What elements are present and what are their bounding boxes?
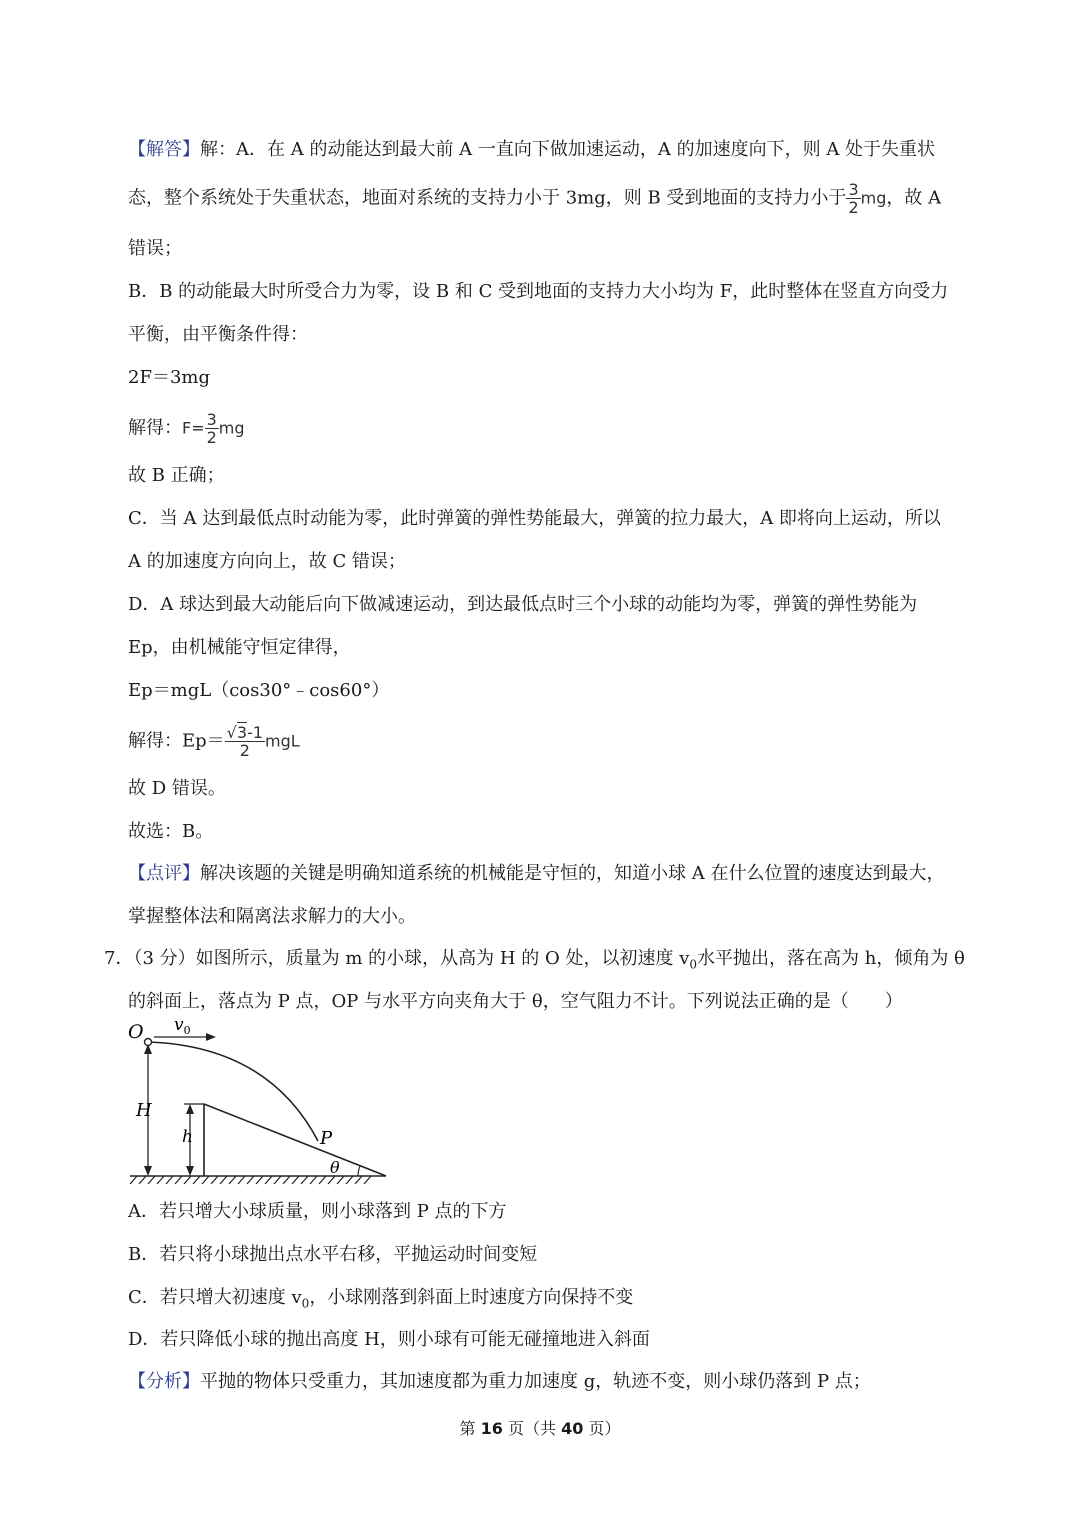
theta-arc: [358, 1166, 360, 1176]
answer-line-15: 故 D 错误。: [128, 778, 226, 799]
analysis-line-1: [128, 1369, 871, 1395]
analysis-text-1: 平抛的物体只受重力，其加速度都为重力加速度 g，轨迹不变，则小球仍落到 P 点；: [200, 1371, 871, 1392]
ball-O: [145, 1039, 152, 1046]
question-line-1: [104, 946, 965, 978]
ground-hatching: [130, 1176, 371, 1184]
answer-text-2b: ，故 A: [886, 187, 942, 209]
fraction-numerator: 3: [206, 410, 217, 429]
answer-line-9: C．当 A 达到最低点时动能为零，此时弹簧的弹性势能最大，弹簧的拉力最大，A 即将向上运动，所以: [128, 508, 941, 529]
option-C: [128, 1285, 633, 1317]
answer-line-16: 故选：B。: [128, 821, 214, 842]
label-P: P: [320, 1128, 333, 1149]
answer-line-4: B．B 的动能最大时所受合力为零，设 B 和 C 受到地面的支持力大小均为 F，此时整体在竖直方向受力: [128, 281, 949, 302]
fraction-denominator: 2: [239, 741, 250, 760]
comment-tag: 【点评】: [128, 863, 200, 884]
answer-line-2: [128, 181, 941, 216]
footer-mid: 页（共: [502, 1419, 562, 1438]
fraction-sqrt3-minus-1-over-2: [225, 724, 265, 759]
fraction-denominator: 2: [206, 428, 217, 447]
label-O: O: [128, 1021, 144, 1043]
option-B: B．若只将小球抛出点水平右移，平抛运动时间变短: [128, 1244, 538, 1265]
page-footer: [0, 1416, 1080, 1439]
incline-slope: [204, 1104, 386, 1176]
answer-line-10: A 的加速度方向向上，故 C 错误；: [128, 551, 406, 572]
H-arrow-head-bottom: [144, 1166, 152, 1176]
answer-line-7: [128, 411, 245, 446]
radicand: 3: [236, 723, 248, 742]
option-D: D．若只降低小球的抛出高度 H，则小球有可能无碰撞地进入斜面: [128, 1329, 650, 1350]
label-v-text: v: [174, 1016, 184, 1035]
label-theta: θ: [330, 1158, 340, 1177]
h-arrow-head-top: [186, 1104, 194, 1114]
answer-line-11: D．A 球达到最大动能后向下做减速运动，到达最低点时三个小球的动能均为零，弹簧的弹性势能为: [128, 594, 918, 615]
fraction-three-halves: [846, 181, 860, 216]
fraction-numerator: [225, 724, 265, 742]
answer-line-13: Ep＝mgL（cos30°﹣cos60°）: [128, 680, 390, 701]
answer-tag: 【解答】: [128, 139, 200, 160]
velocity-arrow-head: [206, 1033, 216, 1041]
footer-pre: 第: [459, 1419, 481, 1438]
label-h: h: [182, 1127, 193, 1147]
question-text-1b: 水平抛出，落在高为 h，倾角为 θ: [697, 948, 965, 969]
label-v: [174, 1016, 191, 1037]
answer-line-5: 平衡，由平衡条件得：: [128, 324, 308, 345]
h-arrow-head-bottom: [186, 1166, 194, 1176]
fraction-unit: mg: [218, 418, 245, 438]
option-C-text-b: ，小球刚落到斜面上时速度方向保持不变: [309, 1287, 634, 1308]
option-C-text-a: C．若只增大初速度 v: [128, 1287, 302, 1308]
answer-line-1: [128, 137, 935, 163]
answer-text-14: 解得：Ep＝: [128, 730, 225, 752]
fraction-unit: mg: [860, 188, 887, 208]
question-text-1a: 7．（3 分）如图所示，质量为 m 的小球，从高为 H 的 O 处，以初速度 v: [104, 948, 690, 969]
answer-text-7: 解得：: [128, 417, 182, 439]
subscript-zero: 0: [301, 1296, 310, 1311]
answer-line-3: 错误；: [128, 238, 182, 259]
numerator-rest: -1: [247, 723, 264, 742]
fraction-denominator: 2: [848, 198, 859, 217]
answer-line-6: 2F＝3mg: [128, 367, 210, 388]
fraction-three-halves-2: [205, 411, 219, 446]
question-line-2: 的斜面上，落点为 P 点，OP 与水平方向夹角大于 θ，空气阻力不计。下列说法正确的是（ ）: [128, 991, 903, 1012]
projectile-figure: [118, 1016, 398, 1186]
answer-line-14: [128, 724, 300, 759]
label-v-sub: 0: [183, 1024, 191, 1037]
fraction-numerator: 3: [848, 180, 859, 199]
subscript-zero: 0: [689, 957, 698, 972]
footer-post: 页）: [583, 1419, 621, 1438]
comment-line-2: 掌握整体法和隔离法求解力的大小。: [128, 906, 416, 927]
answer-line-8: 故 B 正确；: [128, 465, 225, 486]
label-H: H: [136, 1100, 152, 1121]
comment-line-1: [128, 861, 944, 887]
option-A: A．若只增大小球质量，则小球落到 P 点的下方: [128, 1201, 507, 1222]
total-pages: 40: [561, 1419, 584, 1438]
answer-line-12: Ep，由机械能守恒定律得，: [128, 637, 351, 658]
answer-text-1: 解：A．在 A 的动能达到最大前 A 一直向下做加速运动，A 的加速度向下，则 A 处于失重状: [200, 139, 936, 160]
analysis-tag: 【分析】: [128, 1371, 200, 1392]
fraction-unit: mgL: [265, 731, 300, 751]
comment-text-1: 解决该题的关键是明确知道系统的机械能是守恒的，知道小球 A 在什么位置的速度达到最大，: [200, 863, 945, 884]
equation-lhs: F=: [182, 418, 205, 438]
trajectory-curve: [148, 1042, 318, 1141]
answer-text-2: 态，整个系统处于失重状态，地面对系统的支持力小于 3mg，则 B 受到地面的支持力小于: [128, 187, 847, 209]
sqrt-sign: √: [226, 723, 237, 742]
page-number: 16: [480, 1419, 503, 1438]
